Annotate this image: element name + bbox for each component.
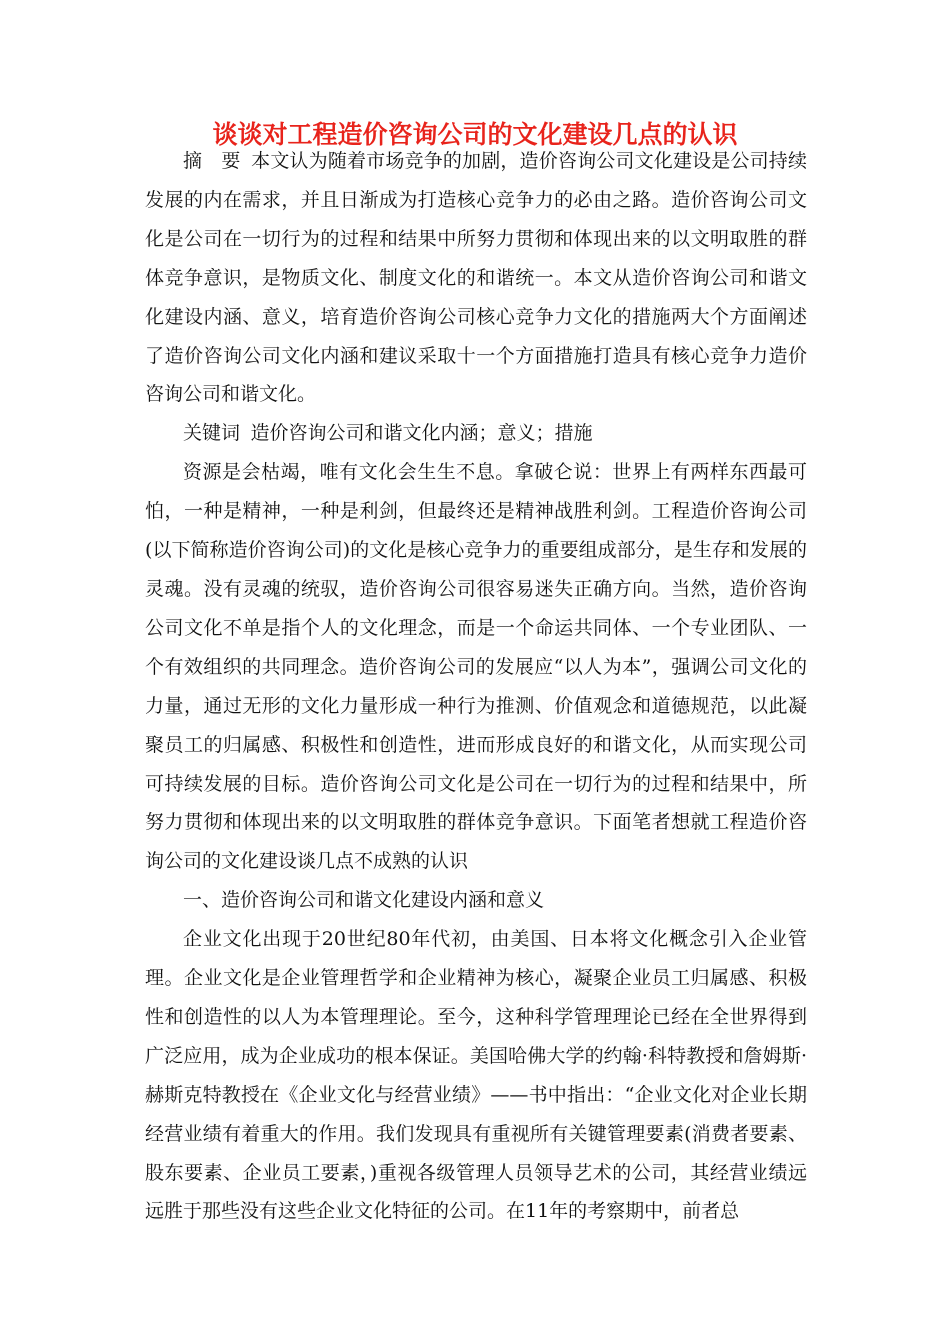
section-heading: 一、造价咨询公司和谐文化建设内涵和意义 — [183, 889, 545, 912]
section-paragraph: 企业文化出现于20世纪80年代初，由美国、日本将文化概念引入企业管理。企业文化是企业管理哲学和企业精神为核心，凝聚企业员工归属感、积极性和创造性的以人为本管理理论。至今，这种科学管理理论已经在全世界得到广泛应用，成为企业成功的根本保证。美国哈佛大学的约翰·科特教授和詹姆斯·赫斯克特教授在《企业文化与经营业绩》——书中指出：“企业文化对企业长期经营业绩有着重大的作用。我们发现具有重视所有关键管理要素(消费者要素、股东要素、企业员工要素，)重视各级管理人员领导艺术的公司，其经营业绩远远胜于那些没有这些企业文化特征的公司。在11年的考察期中，前者总 — [145, 928, 807, 1223]
keywords-text: 造价咨询公司和谐文化内涵；意义；措施 — [250, 422, 593, 445]
abstract-paragraph — [145, 142, 807, 414]
keywords-label: 关键词 — [183, 422, 241, 445]
document-title: 谈谈对工程造价咨询公司的文化建设几点的认识 — [212, 120, 738, 149]
abstract-label: 摘 要 — [183, 150, 241, 172]
keywords-line — [145, 414, 807, 453]
intro-paragraph: 资源是会枯竭，唯有文化会生生不息。拿破仑说：世界上有两样东西最可怕，一种是精神，一种是利剑，但最终还是精神战胜利剑。工程造价咨询公司(以下简称造价咨询公司)的文化是核心竞争力的重要组成部分，是生存和发展的灵魂。没有灵魂的统驭，造价咨询公司很容易迷失正确方向。当然，造价咨询公司文化不单是指个人的文化理念，而是一个命运共同体、一个专业团队、一个有效组织的共同理念。造价咨询公司的发展应“以人为本”，强调公司文化的力量，通过无形的文化力量形成一种行为推测、价值观念和道德规范，以此凝聚员工的归属感、积极性和创造性，进而形成良好的和谐文化，从而实现公司可持续发展的目标。造价咨询公司文化是公司在一切行为的过程和结果中，所努力贯彻和体现出来的以文明取胜的群体竞争意识。下面笔者想就工程造价咨询公司的文化建设谈几点不成熟的认识 — [145, 461, 807, 873]
document-body — [145, 142, 807, 1231]
abstract-text: 本文认为随着市场竞争的加剧，造价咨询公司文化建设是公司持续发展的内在需求，并且日渐成为打造核心竞争力的必由之路。造价咨询公司文化是公司在一切行为的过程和结果中所努力贯彻和体现出来的以文明取胜的群体竞争意识，是物质文化、制度文化的和谐统一。本文从造价咨询公司和谐文化建设内涵、意义，培育造价咨询公司核心竞争力文化的措施两大个方面阐述了造价咨询公司文化内涵和建议采取十一个方面措施打造具有核心竞争力造价咨询公司和谐文化。 — [145, 150, 807, 406]
